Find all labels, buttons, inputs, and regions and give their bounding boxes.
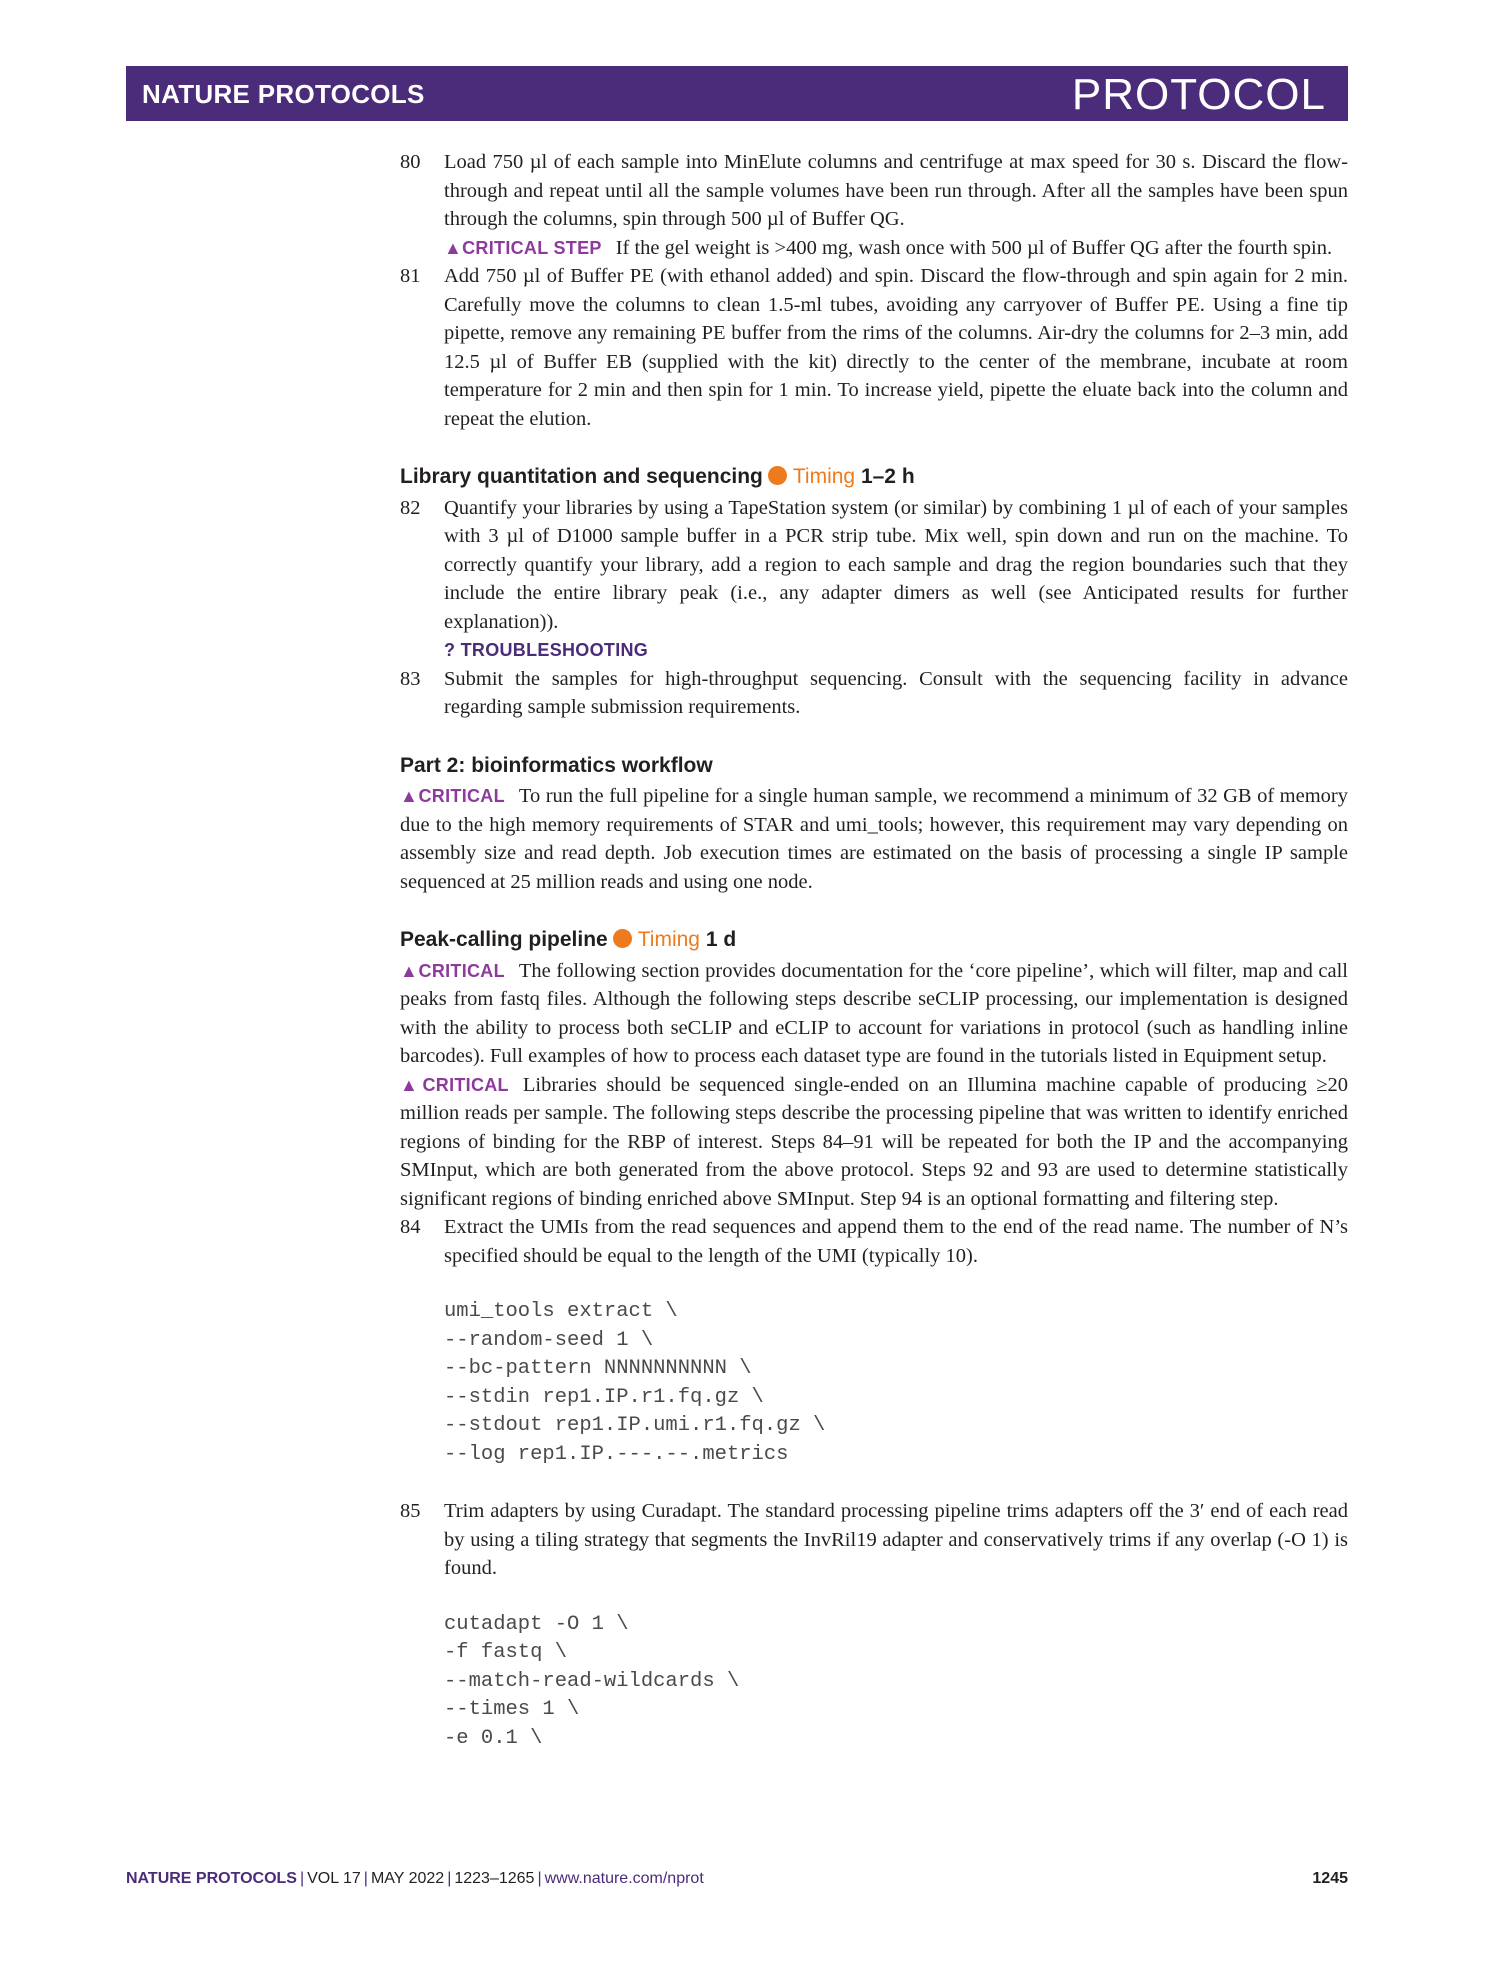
step-84 bbox=[400, 1213, 1348, 1270]
critical-text: To run the full pipeline for a single human sample, we recommend a minimum of 32 GB of memory due to the high memory requirements of STAR and umi_tools; however, this requirement may vary depending on assembly size and read depth. Job execution times are estimated on the basis of processing a single IP sample sequenced at 25 million reads and using one node. bbox=[400, 785, 1348, 893]
step-text: Submit the samples for high-throughput sequencing. Consult with the sequencing facility in advance regarding sample submission requirements. bbox=[444, 667, 1348, 718]
critical-text: Libraries should be sequenced single-ended on an Illumina machine capable of producing ≥20 million reads per sample. The following steps describe the processing pipeline that was written to identify enriched regions of binding for the RBP of interest. Steps 84–91 will be repeated for both the IP and the accompanying SMInput, which are both generated from the above protocol. Steps 92 and 93 are used to determine statistically significant regions of binding enriched above SMInput. Step 94 is an optional formatting and filtering step. bbox=[400, 1073, 1348, 1210]
critical-step-text: If the gel weight is >400 mg, wash once with 500 µl of Buffer QG after the fourth spin. bbox=[615, 236, 1333, 259]
footer-volume: VOL 17 bbox=[307, 1870, 361, 1887]
timing-label: Timing bbox=[792, 465, 856, 488]
journal-name: NATURE PROTOCOLS bbox=[142, 79, 425, 109]
section-heading-library: Library quantitation and sequencing Timing 1–2 h bbox=[400, 465, 915, 488]
warning-triangle-icon: ▲ bbox=[400, 1074, 423, 1095]
step-number: 83 bbox=[400, 667, 421, 690]
timing-dot-icon bbox=[768, 466, 787, 485]
warning-triangle-icon: ▲ bbox=[400, 786, 419, 806]
step-85 bbox=[400, 1497, 1348, 1583]
step-text: Add 750 µl of Buffer PE (with ethanol added) and spin. Discard the flow-through and spin again for 2 min. Carefully move the columns to clean 1.5-ml tubes, avoiding any carryover of Buffer PE. Using a fine tip pipette, remove any remaining PE buffer from the rims of the columns. Air-dry the columns for 2–3 min, add 12.5 µl of Buffer EB (supplied with the kit) directly to the center of the membrane, incubate at room temperature for 2 min and then spin for 1 min. To increase yield, pipette the eluate back into the column and repeat the elution. bbox=[444, 265, 1348, 430]
critical-note-sequencing bbox=[400, 1071, 1348, 1214]
main-content bbox=[400, 148, 1348, 1781]
critical-label: ▲CRITICAL bbox=[400, 960, 505, 981]
footer-separator: | bbox=[447, 1870, 452, 1887]
footer-separator: | bbox=[537, 1870, 542, 1887]
footer-separator: | bbox=[299, 1870, 305, 1887]
step-text: Quantify your libraries by using a TapeStation system (or similar) by combining 1 µl of each of your samples with 3 µl of D1000 sample buffer in a PCR strip tube. Mix well, spin down and run on the machine. To correctly quantify your library, add a region to each sample and drag the region boundaries such that they include the entire library peak (i.e., any adapter dimers as well (see Anticipated results for further explanation)). bbox=[444, 496, 1348, 633]
timing-dot-icon bbox=[613, 929, 632, 948]
critical-label: ▲CRITICAL bbox=[400, 1074, 509, 1095]
footer-date: MAY 2022 bbox=[370, 1870, 445, 1887]
step-number: 84 bbox=[400, 1216, 421, 1238]
footer-separator: | bbox=[363, 1870, 368, 1887]
step-82 bbox=[400, 494, 1348, 665]
code-block-cutadapt: cutadapt -O 1 \ -f fastq \ --match-read-wildcards \ --times 1 \ -e 0.1 \ bbox=[444, 1612, 740, 1750]
step-80 bbox=[400, 148, 1348, 262]
journal-header bbox=[126, 66, 1348, 121]
warning-triangle-icon: ▲ bbox=[400, 960, 419, 981]
step-text: Load 750 µl of each sample into MinElute columns and centrifuge at max speed for 30 s. Discard the flow-through and repeat until all the sample volumes have been run through. After all the samples have been spun through the columns, spin through 500 µl of Buffer QG. bbox=[444, 151, 1348, 230]
step-number: 85 bbox=[400, 1500, 421, 1522]
critical-note-core-pipeline bbox=[400, 957, 1348, 1071]
footer-url-link[interactable]: www.nature.com/nprot bbox=[544, 1870, 704, 1887]
warning-triangle-icon: ▲ bbox=[444, 237, 463, 258]
code-block-umi-tools: umi_tools extract \ --random-seed 1 \ --bc-pattern NNNNNNNNNN \ --stdin rep1.IP.r1.fq.gz \ --stdout rep1.IP.umi.r1.fq.gz \ --log rep1.IP.---.--.metrics bbox=[444, 1300, 826, 1466]
step-83 bbox=[400, 665, 1348, 722]
section-heading-peak-calling: Peak-calling pipeline Timing 1 d bbox=[400, 928, 737, 951]
page-number: 1245 bbox=[1312, 1870, 1348, 1887]
section-heading-part2: Part 2: bioinformatics workflow bbox=[400, 753, 713, 777]
step-number: 81 bbox=[400, 265, 421, 287]
page-footer bbox=[126, 1870, 1348, 1888]
step-text: Extract the UMIs from the read sequences and append them to the end of the read name. The number of N’s specified should be equal to the length of the UMI (typically 10). bbox=[444, 1216, 1348, 1267]
footer-pages: 1223–1265 bbox=[454, 1870, 535, 1887]
critical-label: ▲CRITICAL bbox=[400, 786, 505, 806]
article-type: PROTOCOL bbox=[1071, 70, 1326, 119]
step-number: 82 bbox=[400, 496, 421, 519]
critical-step-label: ▲CRITICAL STEP bbox=[444, 237, 602, 258]
step-text: Trim adapters by using Curadapt. The standard processing pipeline trims adapters off the 3′ end of each read by using a tiling strategy that segments the InvRil19 adapter and conservatively trims if any overlap (-O 1) is found. bbox=[444, 1500, 1348, 1579]
critical-text: The following section provides documentation for the ‘core pipeline’, which will filter, map and call peaks from fastq files. Although the following steps describe seCLIP processing, our implementation is designed with the ability to process both seCLIP and eCLIP to account for variations in protocol (such as handling inline barcodes). Full examples of how to process each dataset type are found in the tutorials listed in Equipment setup. bbox=[400, 959, 1348, 1067]
troubleshooting-link[interactable]: ? TROUBLESHOOTING bbox=[444, 640, 649, 660]
step-81 bbox=[400, 262, 1348, 433]
footer-journal: NATURE PROTOCOLS bbox=[126, 1870, 297, 1887]
step-number: 80 bbox=[400, 151, 421, 173]
critical-note-part2 bbox=[400, 782, 1348, 896]
timing-value: 1 d bbox=[705, 928, 737, 951]
timing-label: Timing bbox=[637, 928, 700, 951]
critical-step-note bbox=[444, 234, 1348, 263]
timing-value: 1–2 h bbox=[860, 465, 915, 488]
